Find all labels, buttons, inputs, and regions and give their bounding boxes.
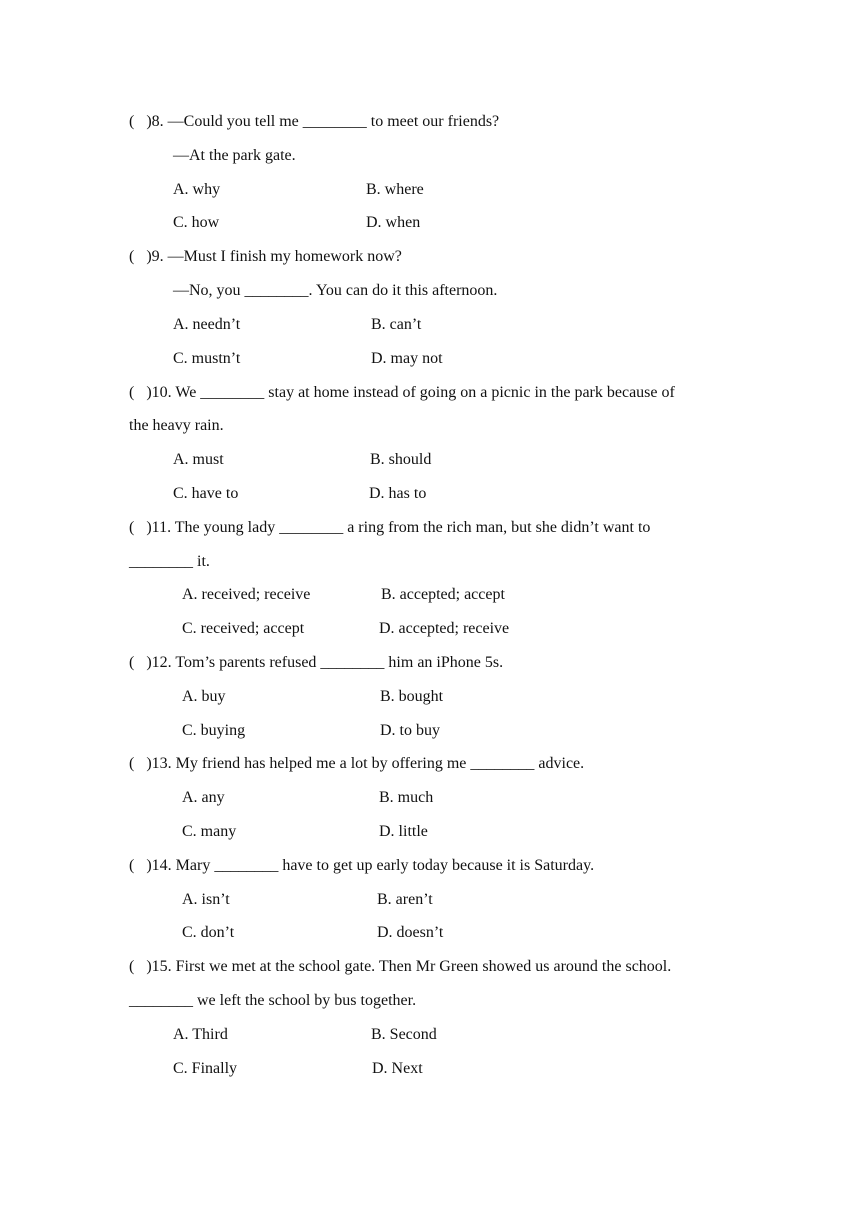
question-12-option-d: D. to buy <box>380 722 440 739</box>
question-9-stem: ( )9. —Must I finish my homework now? <box>129 248 402 265</box>
question-8-answer-line: —At the park gate. <box>173 147 296 164</box>
question-13-option-b: B. much <box>379 789 434 806</box>
question-8-option-c: C. how <box>173 214 220 231</box>
question-15-option-c: C. Finally <box>173 1060 238 1077</box>
question-13-option-a: A. any <box>182 789 225 806</box>
question-11-option-a: A. received; receive <box>182 586 311 603</box>
question-8-option-d: D. when <box>366 214 421 231</box>
question-11-option-c: C. received; accept <box>182 620 305 637</box>
question-14-option-d: D. doesn’t <box>377 924 444 941</box>
question-14-option-a: A. isn’t <box>182 891 230 908</box>
question-13-stem: ( )13. My friend has helped me a lot by offering me ________ advice. <box>129 755 585 772</box>
question-15-option-b: B. Second <box>371 1026 437 1043</box>
question-14-stem: ( )14. Mary ________ have to get up early today because it is Saturday. <box>129 857 595 874</box>
question-9-option-c: C. mustn’t <box>173 350 241 367</box>
question-12-option-b: B. bought <box>380 688 444 705</box>
question-10-option-b: B. should <box>370 451 432 468</box>
question-15-option-d: D. Next <box>372 1060 423 1077</box>
question-12-option-c: C. buying <box>182 722 246 739</box>
question-9-option-a: A. needn’t <box>173 316 241 333</box>
question-9-answer-line: —No, you ________. You can do it this afternoon. <box>173 282 498 299</box>
question-14-option-b: B. aren’t <box>377 891 433 908</box>
question-10-option-c: C. have to <box>173 485 239 502</box>
question-13-option-d: D. little <box>379 823 428 840</box>
question-9-option-d: D. may not <box>371 350 443 367</box>
question-8-stem: ( )8. —Could you tell me ________ to meet our friends? <box>129 113 500 130</box>
question-14-option-c: C. don’t <box>182 924 235 941</box>
question-10-option-a: A. must <box>173 451 224 468</box>
question-11-stem: ( )11. The young lady ________ a ring from the rich man, but she didn’t want to <box>129 519 651 536</box>
question-9-option-b: B. can’t <box>371 316 422 333</box>
question-13-option-c: C. many <box>182 823 237 840</box>
question-12-stem: ( )12. Tom’s parents refused ________ him an iPhone 5s. <box>129 654 504 671</box>
question-15-option-a: A. Third <box>173 1026 228 1043</box>
question-10-option-d: D. has to <box>369 485 427 502</box>
question-15-stem: ( )15. First we met at the school gate. Then Mr Green showed us around the school. <box>129 958 672 975</box>
question-10-stem: ( )10. We ________ stay at home instead of going on a picnic in the park because of <box>129 384 675 401</box>
question-8-option-b: B. where <box>366 181 424 198</box>
question-10-stem-continued: the heavy rain. <box>129 417 224 434</box>
question-11-stem-continued: ________ it. <box>129 553 210 570</box>
question-12-option-a: A. buy <box>182 688 226 705</box>
question-11-option-b: B. accepted; accept <box>381 586 505 603</box>
question-11-option-d: D. accepted; receive <box>379 620 510 637</box>
question-8-option-a: A. why <box>173 181 221 198</box>
question-15-stem-continued: ________ we left the school by bus together. <box>129 992 417 1009</box>
